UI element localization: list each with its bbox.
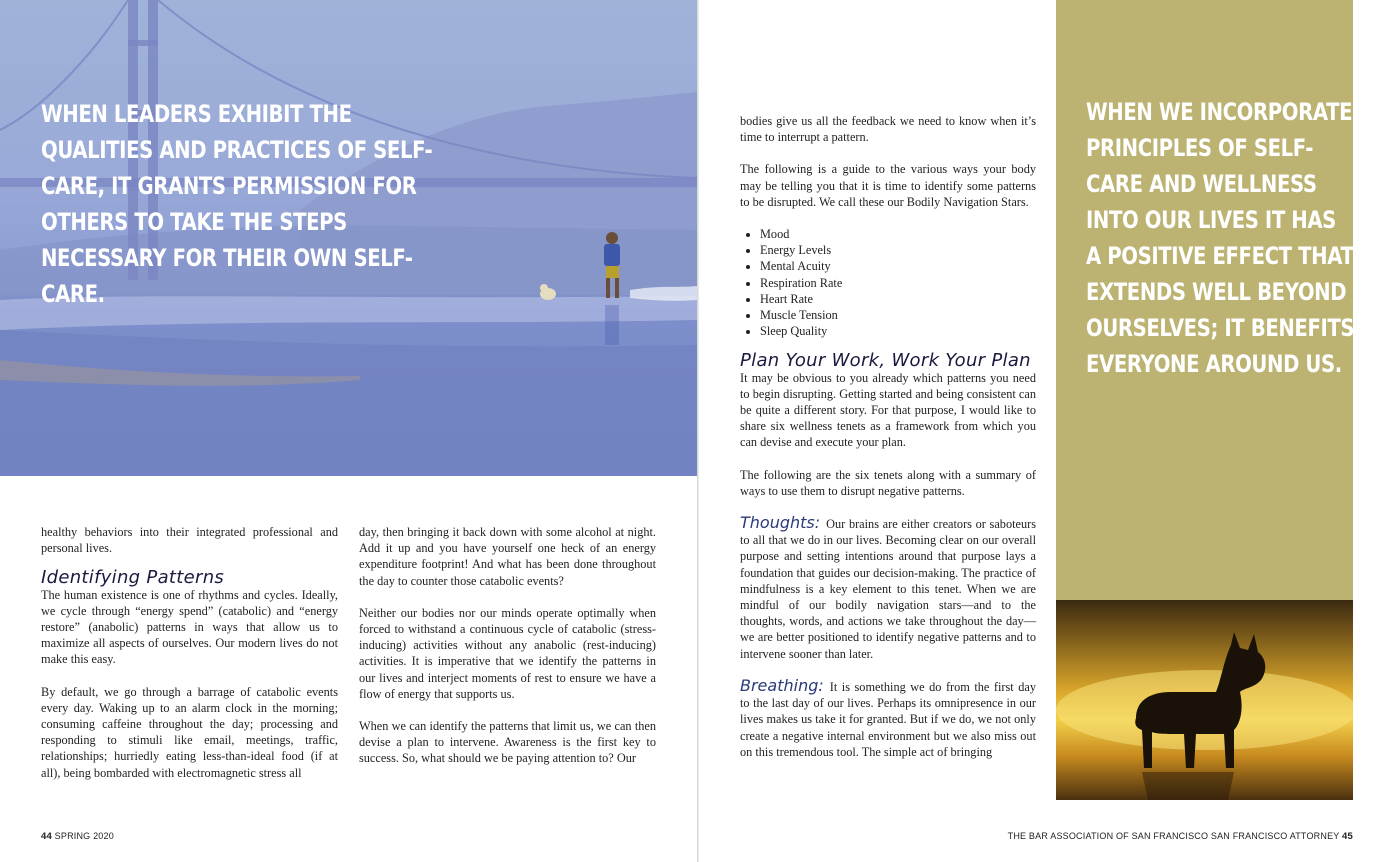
french-bulldog-silhouette-photo bbox=[1056, 600, 1353, 800]
list-item: • Heart Rate bbox=[760, 291, 1036, 307]
paragraph: The following is a guide to the various ways your body may be telling you that it is time to identify some patterns to be disrupted. We call these our Bodily Navigation Stars. bbox=[740, 162, 1036, 209]
thoughts-label: Thoughts: bbox=[740, 513, 821, 533]
left-footer bbox=[41, 831, 114, 842]
issue-label: SPRING 2020 bbox=[54, 831, 114, 841]
list-item: • Energy Levels bbox=[760, 242, 1036, 258]
page-number-right: 45 bbox=[1342, 831, 1353, 842]
left-column-1 bbox=[41, 524, 338, 797]
paragraph-breathing bbox=[740, 675, 1036, 760]
paragraph: It may be obvious to you already which patterns you need to begin disrupting. Getting started and being consistent can be quite a different story. For that purpose, I would like to share six wellness tenets as a framework from which you can devise and execute your plan. bbox=[740, 370, 1036, 450]
list-item: • Mood bbox=[760, 226, 1036, 242]
paragraph: The human existence is one of rhythms and cycles. Ideally, we cycle through “energy spend” (catabolic) and “energy restore” (anabolic) patterns in ways that allow us to maximize all aspects of ourselves. Our modern lives do not make this easy. bbox=[41, 587, 338, 667]
list-item: • Respiration Rate bbox=[760, 275, 1036, 291]
paragraph: day, then bringing it back down with some alcohol at night. Add it up and you have yourself one heck of an energy expenditure footprint! And what has been done throughout the day to counter those catabolic events? bbox=[359, 525, 656, 588]
pull-quote-left: WHEN LEADERS EXHIBIT THE QUALITIES AND PRACTICES OF SELF-CARE, IT GRANTS PERMISSION FOR OTHERS TO TAKE THE STEPS NECESSARY FOR THEIR OWN SELF-CARE. bbox=[41, 100, 433, 308]
list-item: • Mental Acuity bbox=[760, 258, 1036, 274]
paragraph: The following are the six tenets along with a summary of ways to use them to disrupt negative patterns. bbox=[740, 467, 1036, 498]
right-footer bbox=[1008, 831, 1353, 842]
list-item: • Sleep Quality bbox=[760, 323, 1036, 339]
paragraph: When we can identify the patterns that limit us, we can then devise a plan to intervene. Awareness is the first key to success. So, what should we be paying attention to? Our bbox=[359, 719, 656, 766]
paragraph: bodies give us all the feedback we need to know when it’s time to interrupt a pattern. bbox=[740, 114, 1036, 145]
thoughts-text: Our brains are either creators or saboteurs to all that we do in our lives. Becoming clear on our overall purpose and setting intentions around that purpose lays a foundation that guides our decision-making. The practice of mindfulness is a key element to this tenet. When we are mindful of our bodily navigation stars—and to the thoughts, words, and actions we take throughout the day—we are better positioned to identify negative patterns and to intervene sooner than later. bbox=[740, 517, 1036, 661]
magazine-label: SAN FRANCISCO ATTORNEY bbox=[1210, 831, 1340, 841]
paragraph: By default, we go through a barrage of catabolic events every day. Waking up to an alarm clock in the morning; consuming caffeine throughout the day; processing and responding to stimuli like email, meetings, traffic, relationships; hurriedly eating less-than-ideal food (if at all), being bombarded with electromagnetic stress all bbox=[41, 684, 338, 780]
pull-quote-panel bbox=[1056, 0, 1353, 600]
right-page bbox=[699, 0, 1391, 862]
paragraph-thoughts bbox=[740, 515, 1036, 662]
page-number-left: 44 bbox=[41, 831, 52, 842]
paragraph: healthy behaviors into their integrated professional and personal lives. bbox=[41, 525, 338, 556]
paragraph: Neither our bodies nor our minds operate optimally when forced to withstand a continuous cycle of catabolic (stress-inducing) activities without any anabolic (rest-inducing) activities. It is imperative that we identify the patterns in our lives and interject moments of rest to ensure we have a flow of energy that supports us. bbox=[359, 605, 656, 701]
right-column bbox=[740, 113, 1036, 776]
dog-sunset-photo bbox=[1056, 600, 1353, 800]
hero-photo-golden-gate-beach bbox=[0, 0, 697, 476]
breathing-text: It is something we do from the first day to the last day of our lives. Perhaps its omnipresence in our lives makes us take it for granted. But if we do, we not only create a negative internal environment but we also miss out on this tremendous tool. The simple act of bringing bbox=[740, 679, 1036, 759]
heading-plan-your-work: Plan Your Work, Work Your Plan bbox=[740, 350, 1031, 372]
left-column-2 bbox=[359, 524, 656, 783]
bodily-navigation-stars-list bbox=[740, 226, 1036, 339]
pull-quote-right: WHEN WE INCORPORATE PRINCIPLES OF SELF-CARE AND WELLNESS INTO OUR LIVES IT HAS A POSITIVE EFFECT THAT EXTENDS WELL BEYOND OURSELVES; IT BENEFITS EVERYONE AROUND US. bbox=[1086, 98, 1355, 378]
publisher-label: THE BAR ASSOCIATION OF SAN FRANCISCO bbox=[1007, 831, 1209, 841]
breathing-label: Breathing: bbox=[740, 675, 824, 695]
heading-identifying-patterns: Identifying Patterns bbox=[41, 567, 225, 589]
list-item: • Muscle Tension bbox=[760, 307, 1036, 323]
